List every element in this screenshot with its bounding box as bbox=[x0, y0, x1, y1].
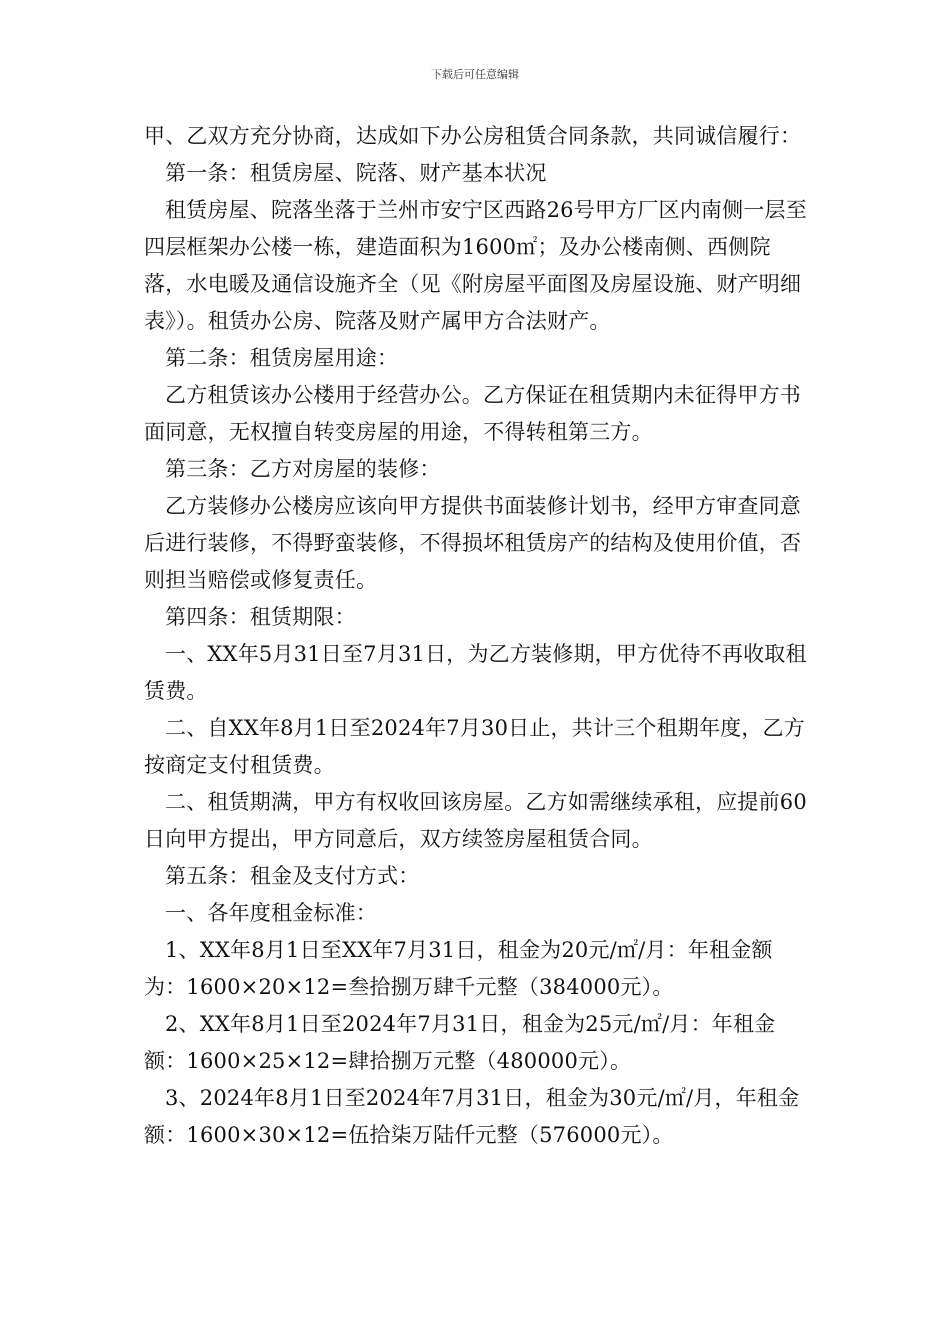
intro-paragraph: 甲、乙双方充分协商，达成如下办公房租赁合同条款，共同诚信履行： bbox=[144, 124, 802, 148]
clause-1-heading: 第一条：租赁房屋、院落、财产基本状况 bbox=[165, 161, 547, 185]
rent-item-3: 3、2024年8月1日至2024年7月31日，租金为30元/㎡/月，年租金额：1600×30×12=伍拾柒万陆仟元整（576000元）。 bbox=[144, 1086, 800, 1147]
clause-5-subheading: 一、各年度租金标准： bbox=[165, 901, 377, 925]
clause-4-item-3: 二、租赁期满，甲方有权收回该房屋。乙方如需继续承租，应提前60日向甲方提出，甲方同意后，双方续签房屋租赁合同。 bbox=[144, 790, 807, 851]
clause-2-body: 乙方租赁该办公楼用于经营办公。乙方保证在租赁期内未征得甲方书面同意，无权擅自转变房屋的用途，不得转租第三方。 bbox=[144, 383, 801, 444]
clause-2-heading: 第二条：租赁房屋用途： bbox=[165, 346, 399, 370]
header-note: 下载后可任意编辑 bbox=[431, 68, 519, 81]
clause-4-heading: 第四条：租赁期限： bbox=[165, 605, 356, 629]
clause-5-heading: 第五条：租金及支付方式： bbox=[165, 864, 420, 888]
clause-4-item-1: 一、XX年5月31日至7月31日，为乙方装修期，甲方优待不再收取租赁费。 bbox=[144, 642, 807, 703]
rent-item-1: 1、XX年8月1日至XX年7月31日，租金为20元/㎡/月：年租金额为：1600×20×12=叁拾捌万肆千元整（384000元）。 bbox=[144, 938, 773, 999]
document-body bbox=[144, 118, 810, 1154]
rent-item-2: 2、XX年8月1日至2024年7月31日，租金为25元/㎡/月：年租金额：1600×25×12=肆拾捌万元整（480000元）。 bbox=[144, 1012, 776, 1073]
clause-3-body: 乙方装修办公楼房应该向甲方提供书面装修计划书，经甲方审查同意后进行装修，不得野蛮装修，不得损坏租赁房产的结构及使用价值，否则担当赔偿或修复责任。 bbox=[144, 494, 802, 592]
clause-3-heading: 第三条：乙方对房屋的装修： bbox=[165, 457, 441, 481]
clause-1-body: 租赁房屋、院落坐落于兰州市安宁区西路26号甲方厂区内南侧一层至四层框架办公楼一栋，建造面积为1600㎡；及办公楼南侧、西侧院落，水电暖及通信设施齐全（见《附房屋平面图及房屋设施、财产明细表》）。租赁办公房、院落及财产属甲方合法财产。 bbox=[144, 198, 807, 333]
clause-4-item-2: 二、自XX年8月1日至2024年7月30日止，共计三个租期年度，乙方按商定支付租赁费。 bbox=[144, 716, 805, 777]
